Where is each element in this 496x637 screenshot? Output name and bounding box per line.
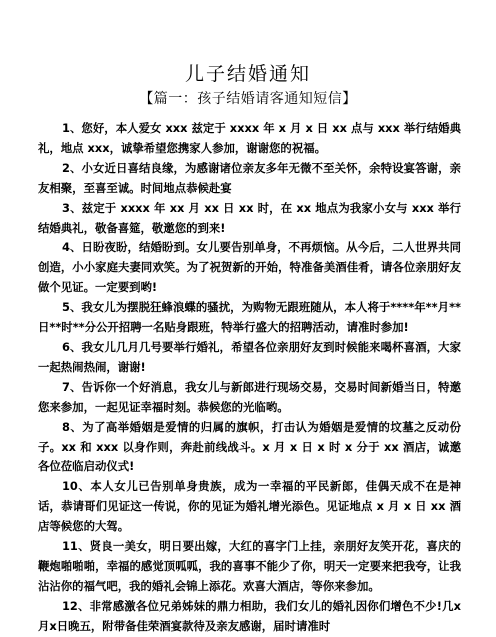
paragraph-4: 4、日盼夜盼，结婚盼到。女儿要告别单身，不再烦恼。从今后，二人世界共同创造，小小家庭夫妻同欢笑。为了祝贺新的开始，特准备美酒佳肴，请各位亲朋好友做个见证。一定要到哟! [38, 240, 461, 295]
paragraph-11: 11、贤良一美女，明日要出嫁，大红的喜字门上挂，亲朋好友笑开花，喜庆的鞭炮啪啪啪，幸福的感觉顶呱呱，我的喜事不能少了你，明天一定要来把我夸，让我沾沾你的福气吧，我的婚礼会锦上添花。欢喜大酒店，等你来参加。 [38, 539, 461, 593]
paragraph-6: 6、我女儿几月几号要举行婚礼，希望各位亲朋好友到时候能来喝杯喜酒，大家一起热闹热闹，谢谢! [38, 339, 461, 374]
paragraph-3: 3、兹定于 xxxx 年 xx 月 xx 日 xx 时，在 xx 地点为我家小女与 xxx 举行结婚典礼，敬备喜筵，敬邀您的到来! [38, 200, 461, 235]
paragraph-1: 1、您好，本人爱女 xxx 兹定于 xxxx 年 x 月 x 日 xx 点与 xxx 举行结婚典礼，地点 xxx，诚挚希望您携家人参加，谢谢您的祝福。 [38, 121, 461, 155]
document-body [38, 119, 461, 637]
document-title: 儿子结婚通知 [184, 63, 311, 85]
paragraph-8: 8、为了高举婚姻是爱情的归属的旗帜，打击认为婚姻是爱情的坟墓之反动份子。xx 和 xxx 以身作则，奔赴前线战斗。x 月 x 日 x 时 x 分于 xx 酒店，诚邀各位莅临启动仪式! [38, 419, 461, 474]
document-subtitle: 【篇一：孩子结婚请客通知短信】 [139, 91, 357, 107]
paragraph-12: 12、非常感激各位兄弟姊妹的鼎力相助，我们女儿的婚礼因你们增色不少!几x月x日晚五，附带备佳荣酒宴款待及亲友感谢，届时请准时 [38, 598, 461, 633]
paragraph-10: 10、本人女儿已告别单身贵族，成为一幸福的平民新郎，佳偶天成不在是神话，恭请哥们见证这一传说，你的见证为婚礼增光添色。见证地点 x 月 x 日 xx 酒店等候您的大驾。 [38, 479, 461, 534]
paragraph-5: 5、我女儿为摆脱狂蜂浪蝶的骚扰，为购物无跟班随从，本人将于****年**月**日**时**分公开招聘一名贴身跟班，特举行盛大的招聘活动，请准时参加! [38, 300, 461, 335]
paragraph-2: 2、小女近日喜结良缘，为感谢诸位亲友多年无微不至关怀，余特设宴答谢，亲友相聚，至喜至诚。时间地点恭候赴宴 [38, 160, 461, 195]
paragraph-7: 7、告诉你一个好消息，我女儿与新郎进行现场交易，交易时间新婚当日，特邀您来参加，一起见证幸福时刻。恭候您的光临哟。 [38, 379, 461, 414]
